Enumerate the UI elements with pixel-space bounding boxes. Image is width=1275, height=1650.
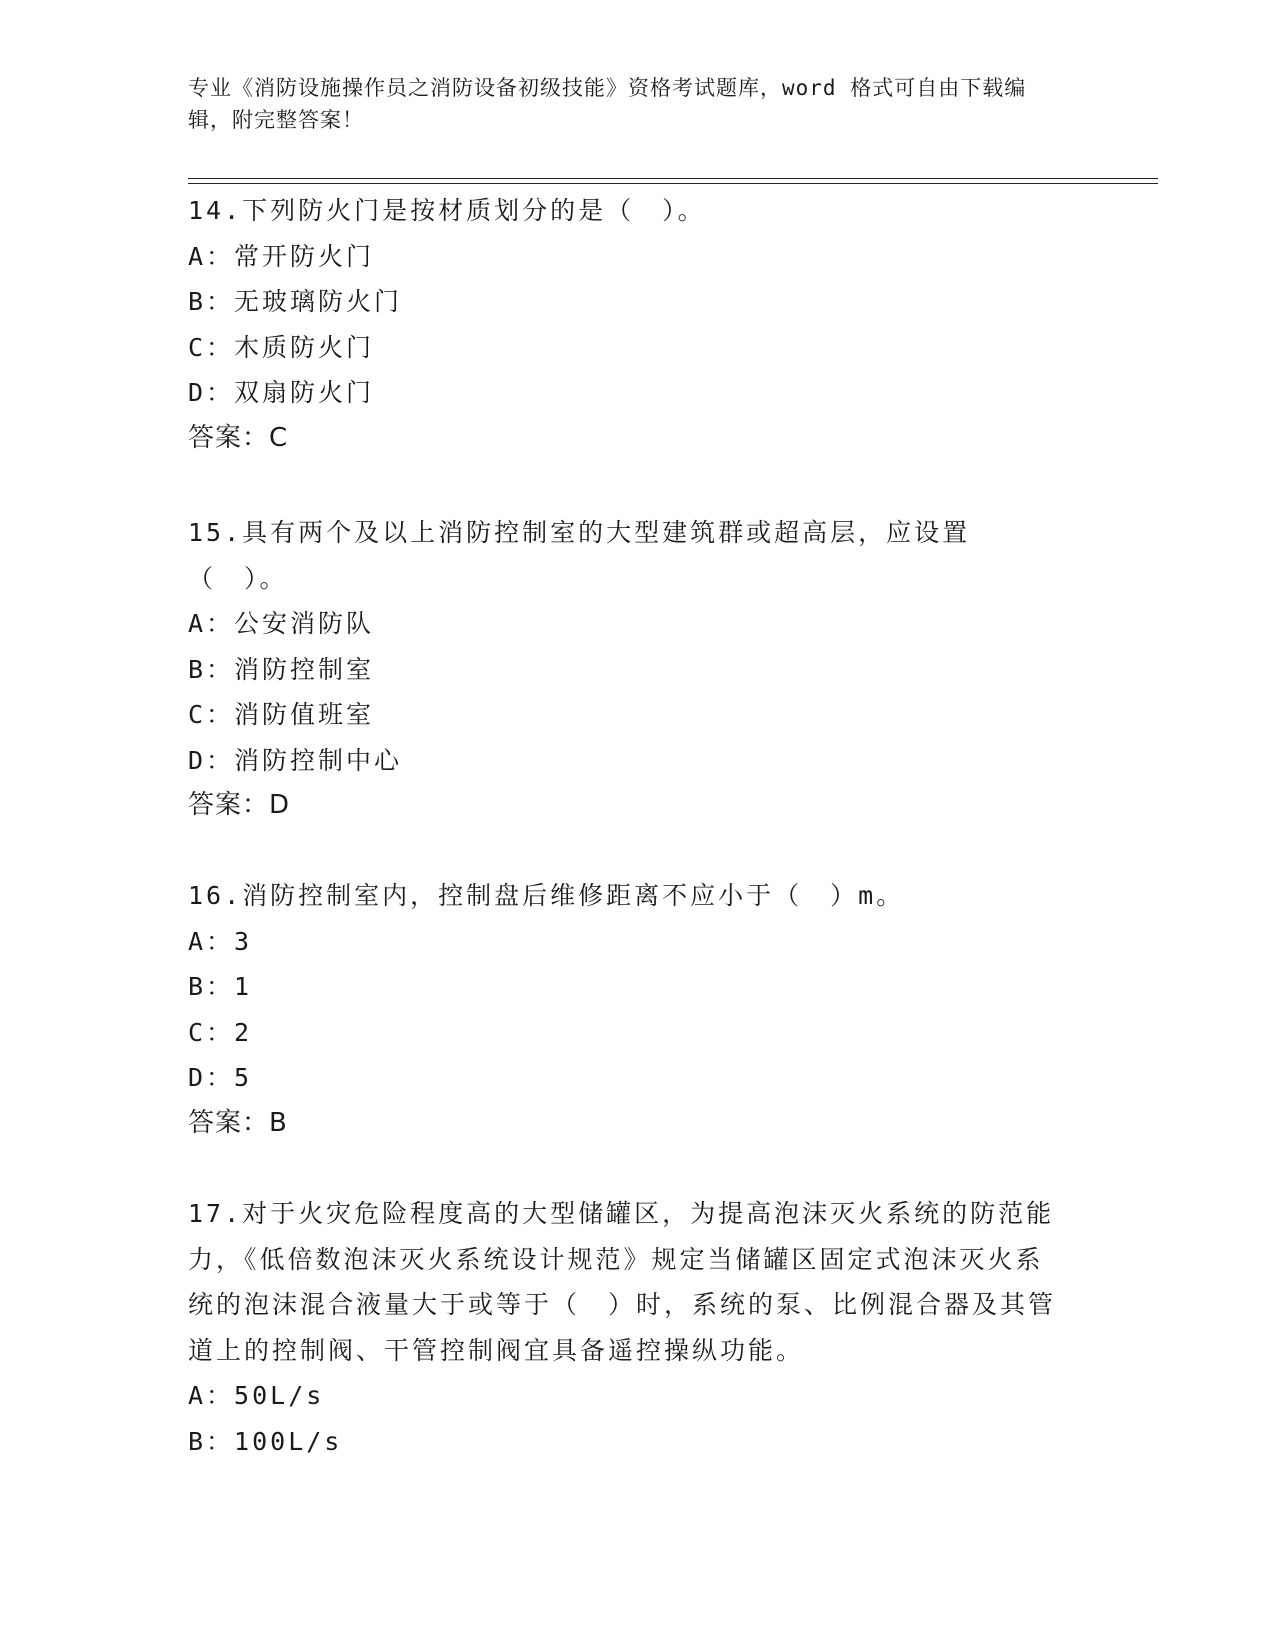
option-c: C：2	[188, 1017, 253, 1047]
option-c: C：木质防火门	[188, 332, 375, 362]
option-d: D：5	[188, 1063, 253, 1092]
question-16	[188, 873, 1068, 1146]
option-b: B：100L/s	[188, 1426, 343, 1456]
question-stem: 15.具有两个及以上消防控制室的大型建筑群或超高层，应设置（ ）。	[188, 518, 971, 593]
option-b: B：无玻璃防火门	[188, 287, 403, 316]
option-b: B：消防控制室	[188, 654, 375, 684]
question-14	[188, 188, 1068, 461]
answer: 答案：C	[188, 422, 289, 453]
header-divider-bottom	[188, 183, 1158, 184]
option-a: A：3	[188, 926, 253, 956]
option-a: A：公安消防队	[188, 609, 375, 638]
option-c: C：消防值班室	[188, 700, 375, 729]
question-15	[188, 510, 1068, 829]
question-stem: 16.消防控制室内，控制盘后维修距离不应小于（ ）m。	[188, 881, 905, 910]
document-header: 专业《消防设施操作员之消防设备初级技能》资格考试题库，word 格式可自由下载编辑，附完整答案！	[188, 76, 1027, 132]
option-b: B：1	[188, 972, 253, 1001]
option-a: A：50L/s	[188, 1381, 325, 1410]
question-stem: 17.对于火灾危险程度高的大型储罐区，为提高泡沫灭火系统的防范能力，《低倍数泡沫灭火系统设计规范》规定当储罐区固定式泡沫灭火系统的泡沫混合液量大于或等于（ ）时，系统的泵、比例混合器及其管道上的控制阀、干管控制阀宜具备遥控操纵功能。	[188, 1199, 1057, 1365]
question-17	[188, 1191, 1068, 1464]
option-d: D：消防控制中心	[188, 745, 403, 775]
answer: 答案：D	[188, 790, 291, 820]
answer: 答案：B	[188, 1107, 288, 1138]
option-a: A：常开防火门	[188, 241, 375, 271]
header-divider-top	[188, 178, 1158, 179]
question-stem: 14.下列防火门是按材质划分的是（ ）。	[188, 196, 706, 225]
option-d: D：双扇防火门	[188, 378, 375, 407]
